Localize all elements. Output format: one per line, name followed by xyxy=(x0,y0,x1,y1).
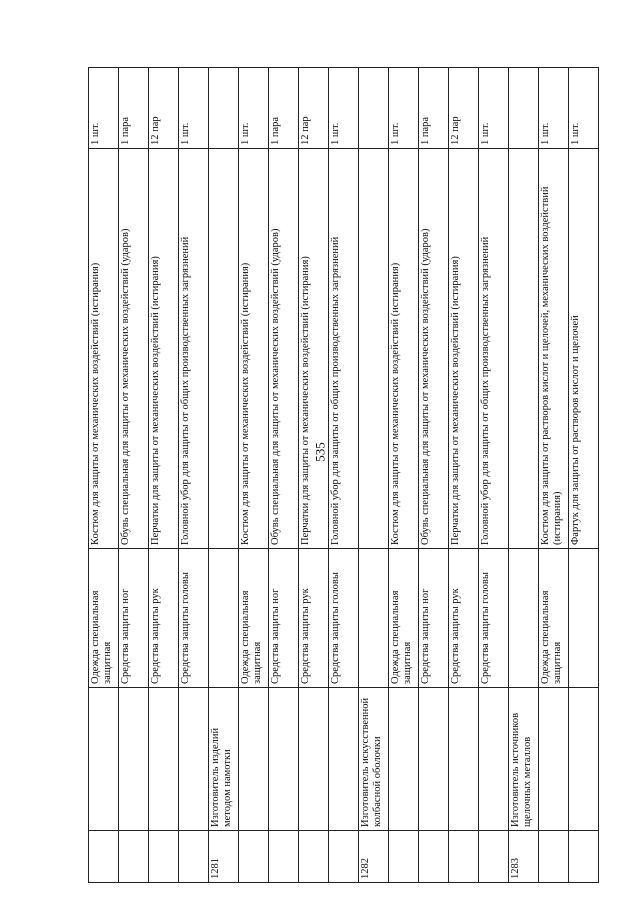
quantity-cell: 1 пара xyxy=(419,68,449,149)
profession-cell: Изготовитель искусственной колбасной оболочки xyxy=(359,688,389,831)
quantity-cell: 1 шт. xyxy=(239,68,269,149)
profession-cell xyxy=(269,688,299,831)
quantity-cell: 1 пара xyxy=(119,68,149,149)
category-cell: Средства защиты рук xyxy=(149,549,179,688)
profession-cell xyxy=(329,688,359,831)
profession-cell xyxy=(539,688,569,831)
item-cell: Костюм для защиты от механических воздействий (истирания) xyxy=(389,149,419,549)
quantity-cell: 1 шт. xyxy=(179,68,209,149)
table-row xyxy=(419,68,449,883)
item-cell: Костюм для защиты от механических воздействий (истирания) xyxy=(89,149,119,549)
row-number-cell xyxy=(89,831,119,883)
category-cell: Средства защиты головы xyxy=(479,549,509,688)
category-cell: Одежда специальная защитная xyxy=(239,549,269,688)
rotated-table-container xyxy=(88,68,581,883)
table-row xyxy=(509,68,539,883)
profession-cell xyxy=(419,688,449,831)
profession-cell xyxy=(569,688,599,831)
profession-cell xyxy=(119,688,149,831)
table-row xyxy=(179,68,209,883)
table-row xyxy=(209,68,239,883)
ppe-table xyxy=(88,67,599,883)
table-row xyxy=(569,68,599,883)
table-row xyxy=(539,68,569,883)
profession-cell xyxy=(389,688,419,831)
item-cell: Фартук для защиты от растворов кислот и щелочей xyxy=(569,149,599,549)
table-row xyxy=(119,68,149,883)
quantity-cell: 12 пар xyxy=(449,68,479,149)
category-cell: Одежда специальная защитная xyxy=(539,549,569,688)
category-cell: Средства защиты головы xyxy=(329,549,359,688)
category-cell: Средства защиты рук xyxy=(449,549,479,688)
category-cell xyxy=(509,549,539,688)
table-row xyxy=(299,68,329,883)
category-cell xyxy=(569,549,599,688)
item-cell: Костюм для защиты от растворов кислот и щелочей, механических воздействий (истирания) xyxy=(539,149,569,549)
quantity-cell: 12 пар xyxy=(149,68,179,149)
quantity-cell: 1 шт. xyxy=(329,68,359,149)
category-cell: Средства защиты головы xyxy=(179,549,209,688)
row-number-cell xyxy=(299,831,329,883)
item-cell xyxy=(209,149,239,549)
profession-cell xyxy=(179,688,209,831)
quantity-cell: 1 шт. xyxy=(89,68,119,149)
category-cell: Средства защиты рук xyxy=(299,549,329,688)
row-number-cell xyxy=(149,831,179,883)
profession-cell xyxy=(89,688,119,831)
table-row xyxy=(359,68,389,883)
quantity-cell xyxy=(509,68,539,149)
row-number-cell xyxy=(389,831,419,883)
quantity-cell xyxy=(209,68,239,149)
item-cell: Перчатки для защиты от механических воздействий (истирания) xyxy=(449,149,479,549)
category-cell: Средства защиты ног xyxy=(119,549,149,688)
row-number-cell xyxy=(239,831,269,883)
table-row xyxy=(269,68,299,883)
row-number-cell xyxy=(539,831,569,883)
row-number-cell xyxy=(419,831,449,883)
table-row xyxy=(239,68,269,883)
item-cell: Перчатки для защиты от механических воздействий (истирания) xyxy=(299,149,329,549)
item-cell: Головной убор для защиты от общих производственных загрязнений xyxy=(329,149,359,549)
category-cell xyxy=(209,549,239,688)
row-number-cell xyxy=(119,831,149,883)
profession-cell: Изготовитель источников щелочных металлов xyxy=(509,688,539,831)
category-cell: Средства защиты ног xyxy=(269,549,299,688)
category-cell: Средства защиты ног xyxy=(419,549,449,688)
category-cell: Одежда специальная защитная xyxy=(89,549,119,688)
row-number-cell xyxy=(479,831,509,883)
quantity-cell: 1 шт. xyxy=(539,68,569,149)
quantity-cell xyxy=(359,68,389,149)
item-cell: Обувь специальная для защиты от механических воздействий (ударов) xyxy=(119,149,149,549)
table-row xyxy=(389,68,419,883)
category-cell xyxy=(359,549,389,688)
profession-cell xyxy=(149,688,179,831)
table-row xyxy=(89,68,119,883)
table-row xyxy=(449,68,479,883)
item-cell: Головной убор для защиты от общих производственных загрязнений xyxy=(479,149,509,549)
profession-cell: Изготовитель изделий методом намотки xyxy=(209,688,239,831)
item-cell: Перчатки для защиты от механических воздействий (истирания) xyxy=(149,149,179,549)
row-number-cell xyxy=(569,831,599,883)
table-row xyxy=(329,68,359,883)
quantity-cell: 12 пар xyxy=(299,68,329,149)
row-number-cell: 1282 xyxy=(359,831,389,883)
profession-cell xyxy=(479,688,509,831)
item-cell xyxy=(509,149,539,549)
quantity-cell: 1 шт. xyxy=(479,68,509,149)
row-number-cell: 1281 xyxy=(209,831,239,883)
item-cell: Костюм для защиты от механических воздействий (истирания) xyxy=(239,149,269,549)
row-number-cell xyxy=(269,831,299,883)
quantity-cell: 1 пара xyxy=(269,68,299,149)
row-number-cell xyxy=(179,831,209,883)
row-number-cell xyxy=(329,831,359,883)
row-number-cell xyxy=(449,831,479,883)
item-cell: Обувь специальная для защиты от механических воздействий (ударов) xyxy=(419,149,449,549)
profession-cell xyxy=(239,688,269,831)
item-cell xyxy=(359,149,389,549)
profession-cell xyxy=(299,688,329,831)
quantity-cell: 1 шт. xyxy=(389,68,419,149)
table-row xyxy=(149,68,179,883)
category-cell: Одежда специальная защитная xyxy=(389,549,419,688)
item-cell: Обувь специальная для защиты от механических воздействий (ударов) xyxy=(269,149,299,549)
row-number-cell: 1283 xyxy=(509,831,539,883)
table-row xyxy=(479,68,509,883)
item-cell: Головной убор для защиты от общих производственных загрязнений xyxy=(179,149,209,549)
quantity-cell: 1 шт. xyxy=(569,68,599,149)
page-number: 535 xyxy=(312,442,328,462)
profession-cell xyxy=(449,688,479,831)
table-body xyxy=(89,68,599,883)
